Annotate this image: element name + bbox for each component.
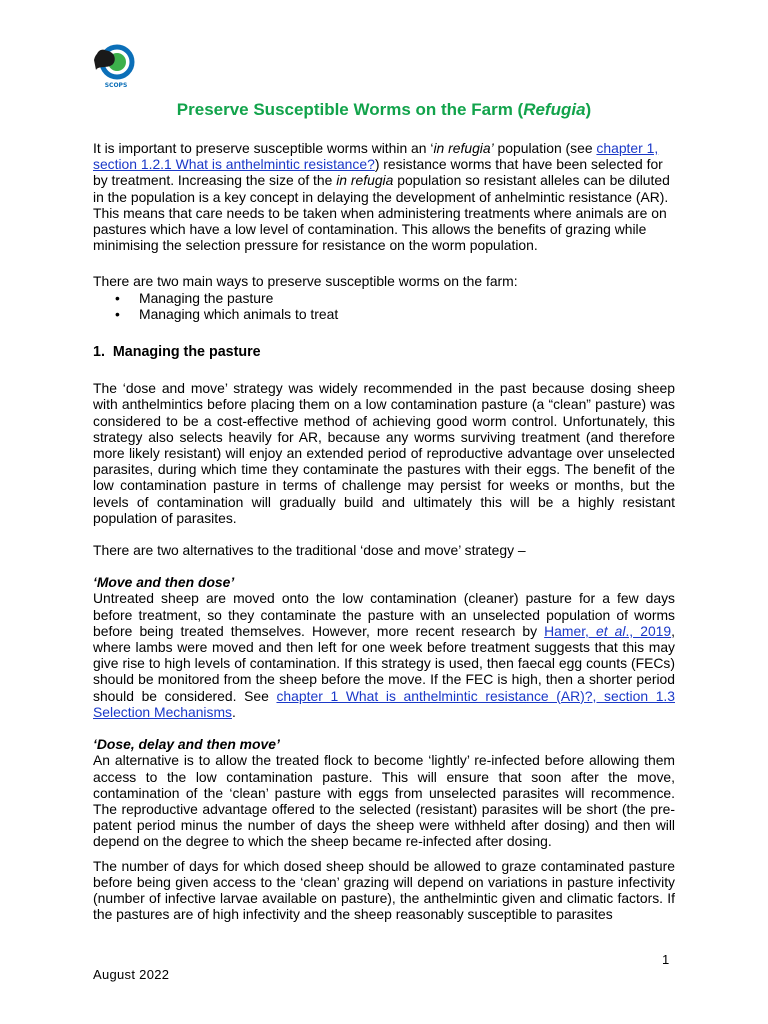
section-heading: 1. Managing the pasture xyxy=(93,344,261,361)
page-title: Preserve Susceptible Worms on the Farm (Refugia) xyxy=(176,100,592,119)
footer-date: August 2022 xyxy=(93,967,170,982)
list-item: • Managing the pasture xyxy=(115,290,675,306)
ways-lead: There are two main ways to preserve susceptible worms on the farm: xyxy=(93,273,518,290)
days-paragraph: The number of days for which dosed sheep should be allowed to graze contaminated pasture before being given access to the ‘clean’ grazing will depend on variations in pasture infectivity (number of infective larvae available on pasture), the anthelmintic given and climatic factors. If the pastures are of high infectivity and the sheep reasonably susceptible to parasites xyxy=(93,857,675,923)
ways-list xyxy=(93,290,675,322)
document-body xyxy=(93,140,675,922)
alternatives-lead: There are two alternatives to the traditional ‘dose and move’ strategy – xyxy=(93,542,526,559)
selection-mechanisms-link[interactable]: chapter 1 What is anthelmintic resistance (AR)?, section 1.3 Selection Mechanisms xyxy=(93,687,675,720)
chapter1-link[interactable]: chapter 1, section 1.2.1 What is anthelmintic resistance? xyxy=(93,140,659,173)
logo-text: SCOPS xyxy=(104,82,128,89)
dose-move-paragraph: The ‘dose and move’ strategy was widely recommended in the past because dosing sheep with anthelmintics before placing them on a low contamination pasture (a “clean” pasture) was considered to be a cost-effective method of achieving good worm control. Unfortunately, this strategy also selects heavily for AR, because any worms surviving treatment (and therefore more likely resistant) will enjoy an extended period of reproductive advantage over unselected parasites, during which time they contaminate the pastures with their eggs. The benefit of the low contamination pasture in terms of challenge may persist for weeks or months, but the levels of contamination will gradually build and ultimately this will be a highly resistant population of parasites. xyxy=(93,380,675,526)
list-item: • Managing which animals to treat xyxy=(115,306,675,322)
move-then-dose-paragraph: Untreated sheep are moved onto the low contamination (cleaner) pasture for a few days before treatment, so they contaminate the pasture with an unselected population of worms before being treated themselves. However, more recent research by Hamer, et al., 2019, where lambs were moved and then left for one week before treatment suggests that this may give rise to high levels of contamination. If this strategy is used, then faecal egg counts (FECs) should be monitored from the sheep before the move. If the FEC is high, then a shorter period should be considered. See chapter 1 What is anthelmintic resistance (AR)?, section 1.3 Selection Mechanisms. xyxy=(93,590,675,720)
dose-delay-move-heading: ‘Dose, delay and then move’ xyxy=(93,736,280,753)
dose-delay-move-paragraph: An alternative is to allow the treated flock to become ‘lightly’ re-infected before allowing them access to the low contamination pasture. This will ensure that soon after the move, contamination of the ‘clean’ pasture with eggs from unselected parasites will recommence. The reproductive advantage offered to the selected (resistant) parasites will be short (the pre-patent period minus the number of days the sheep were withheld after dosing) and then will depend on the degree to which the sheep became re-infected after dosing. xyxy=(93,752,675,850)
move-then-dose-heading: ‘Move and then dose’ xyxy=(93,574,235,591)
scops-logo-icon xyxy=(90,40,140,92)
intro-paragraph: It is important to preserve susceptible worms within an ‘in refugia’ population (see chapter 1, section 1.2.1 What is anthelmintic resistance?) resistance worms that have been selected for by treatment. Increasing the size of the in refugia population so resistant alleles can be diluted in the population is a key concept in delaying the development of anhelmintic resistance (AR). This means that care needs to be taken when administering treatments where animals are on pastures which have a low level of contamination. This allows the benefits of grazing while minimising the selection pressure for resistance on the worm population. xyxy=(93,140,670,254)
hamer-2019-link[interactable]: Hamer, et al., 2019 xyxy=(544,622,672,639)
page-number: 1 xyxy=(662,952,670,967)
